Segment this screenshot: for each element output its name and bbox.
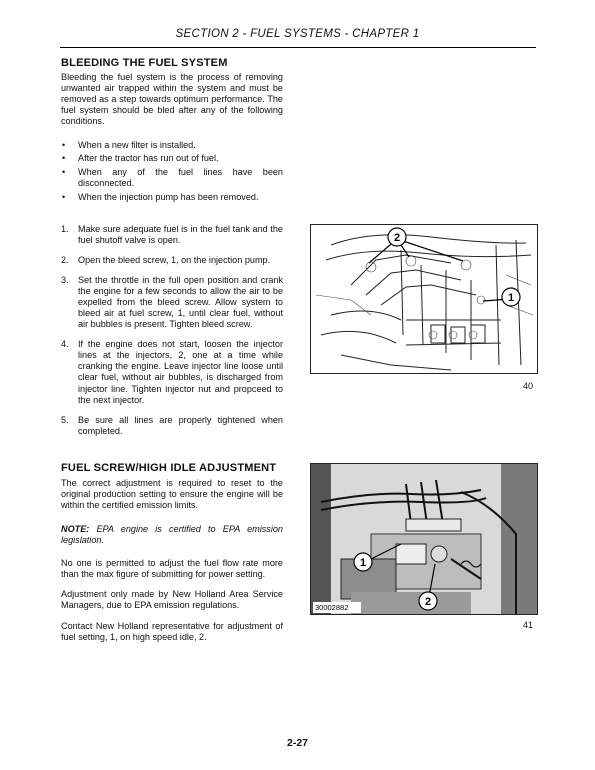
callout-label: 1 [359, 557, 367, 569]
figure-number: 40 [522, 381, 533, 391]
fuel-flow-paragraph: No one is permitted to adjust the fuel flow rate more than the max figure of submitting for power setting. [61, 558, 283, 580]
header-rule [60, 47, 536, 48]
bleeding-steps [61, 224, 283, 445]
page-number: 2-27 [286, 737, 308, 749]
bleeding-intro: Bleeding the fuel system is the process of removing unwanted air trapped within the system and must be removed as a step towards optimum performance. The fuel system should be bled after any of the following conditions. [61, 72, 283, 127]
list-item: • When any of the fuel lines have been disconnected. [62, 166, 283, 189]
callout-label: 1 [507, 292, 515, 304]
fuel-screw-heading: FUEL SCREW/HIGH IDLE ADJUSTMENT [61, 462, 277, 474]
list-item: • When a new filter is installed. [62, 140, 196, 150]
step-item: 5. Be sure all lines are properly tightened when completed. [61, 414, 283, 436]
figure-fuel-screw [310, 463, 538, 615]
epa-note: NOTE: EPA engine is certified to EPA emission legislation. [61, 524, 283, 546]
callout-label: 2 [393, 232, 401, 244]
list-item: • When the injection pump has been removed. [62, 191, 259, 202]
step-item: 1. Make sure adequate fuel is in the fuel tank and the fuel shutoff valve is open. [61, 224, 283, 246]
part-code: 30002882 [315, 603, 349, 612]
contact-paragraph: Contact New Holland representative for adjustment of fuel setting, 1, on high speed idle, 2. [61, 621, 283, 643]
figure-injection-pump [310, 224, 538, 374]
step-item: 4. If the engine does not start, loosen the injector lines at the injectors, 2, one at a time while cranking the engine. Leave injector line loose until clear fuel, without air bubbles, is discharged from injector line. Tighten injector nut and propceed to the next injector. [61, 339, 283, 405]
bleeding-heading: BLEEDING THE FUEL SYSTEM [61, 57, 228, 69]
figure-number: 41 [522, 620, 533, 630]
fuel-screw-photo [311, 464, 537, 614]
condition-list [61, 140, 283, 205]
fuel-screw-intro: The correct adjustment is required to reset to the original production setting to ensure the engine will be within the certified emission limits. [61, 478, 283, 511]
injection-pump-illustration [311, 225, 537, 373]
callout-label: 2 [424, 596, 432, 608]
adjustment-paragraph: Adjustment only made by New Holland Area Service Managers, due to EPA emission regulations. [61, 589, 283, 611]
step-item: 3. Set the throttle in the full open position and crank the engine for a few seconds to allow the air to be expelled from the bleed screw. Allow system to bleed air at fuel screw, 1, until clear fuel, without air bubbles is present. Tighten bleed screw. [61, 274, 283, 330]
section-header: SECTION 2 - FUEL SYSTEMS - CHAPTER 1 [175, 28, 420, 40]
step-item: 2. Open the bleed screw, 1, on the injection pump. [61, 254, 271, 265]
list-item: • After the tractor has run out of fuel. [62, 153, 219, 164]
